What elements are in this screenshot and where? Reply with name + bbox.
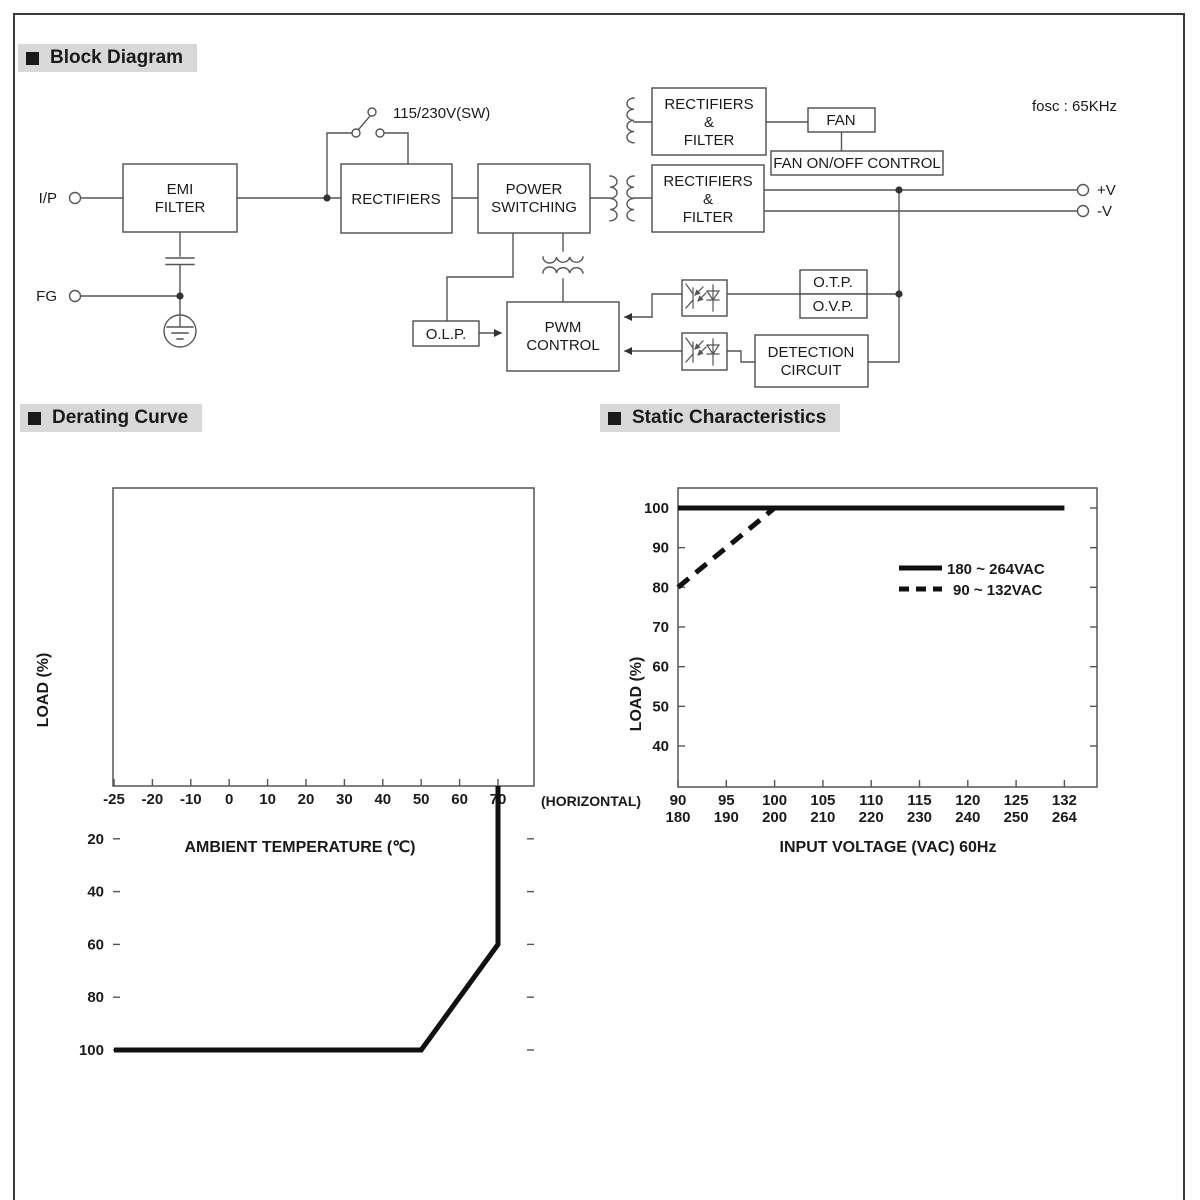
x-tick-label: 40 <box>374 791 392 808</box>
derating-plot-area <box>113 488 534 786</box>
x-tick-label: 60 <box>451 791 468 808</box>
vminus-label: -V <box>1097 203 1112 220</box>
legend-label-solid: 180 ~ 264VAC <box>947 561 1045 578</box>
olp-label: O.L.P. <box>425 326 467 343</box>
detection-circuit-label: CIRCUIT <box>780 362 842 379</box>
legend-label-dashed: 90 ~ 132VAC <box>953 582 1043 599</box>
x-tick-label: 90 <box>669 792 687 809</box>
y-tick-label: 60 <box>652 658 669 676</box>
vplus-label: +V <box>1097 182 1116 199</box>
rectifiers-label: RECTIFIERS <box>351 191 441 208</box>
fg-label: FG <box>36 288 57 305</box>
x-tick-label-row2: 230 <box>906 809 933 826</box>
x-tick-label: 120 <box>955 792 981 809</box>
series-line-solid <box>114 786 498 1050</box>
pwm-control-label: CONTROL <box>526 337 600 354</box>
y-tick-label: 90 <box>652 539 669 557</box>
y-tick-label: 100 <box>643 500 669 517</box>
detection-circuit-box <box>755 335 868 387</box>
fg-terminal <box>70 291 81 302</box>
derating-xlabel: AMBIENT TEMPERATURE (℃) <box>184 839 416 856</box>
input-terminal <box>70 193 81 204</box>
fan-label: FAN <box>826 112 856 129</box>
x-tick-label: 0 <box>225 791 234 808</box>
rectifiers-filter-top-label: RECTIFIERS <box>664 96 754 113</box>
y-tick-label: 20 <box>87 830 104 848</box>
aux-winding-icon <box>627 98 634 143</box>
x-tick-label: 10 <box>259 791 276 808</box>
x-tick-label: -20 <box>141 791 164 808</box>
emi-filter-box <box>123 164 237 232</box>
block-diagram <box>36 88 1117 387</box>
x-tick-label: 30 <box>336 791 353 808</box>
x-tick-label-row2: 200 <box>762 809 788 826</box>
static-xlabel: INPUT VOLTAGE (VAC) 60Hz <box>779 839 997 856</box>
feedback-transformer-icon <box>543 257 583 273</box>
vplus-terminal <box>1078 185 1089 196</box>
junction-dot <box>895 186 902 193</box>
rectifiers-filter-bottom-label: FILTER <box>682 209 734 226</box>
x-tick-label: 70 <box>489 791 507 808</box>
y-tick-label: 50 <box>652 698 669 716</box>
fan-on-off-control-label: FAN ON/OFF CONTROL <box>773 155 941 172</box>
detection-circuit-label: DETECTION <box>767 344 855 361</box>
section-title: Block Diagram <box>50 47 184 68</box>
rectifiers-filter-top-label: FILTER <box>683 132 735 149</box>
x-tick-label: -25 <box>103 791 125 808</box>
emi-filter-label: FILTER <box>154 199 206 216</box>
chart-legend <box>899 561 1045 599</box>
x-tick-label-row2: 210 <box>810 809 836 826</box>
junction-dot <box>323 194 330 201</box>
series-line-dashed <box>678 508 775 587</box>
x-tick-label-row2: 220 <box>858 809 884 826</box>
rectifiers-filter-top-label: & <box>703 114 715 131</box>
y-tick-label: 40 <box>652 738 669 756</box>
x-tick-label: 132 <box>1051 792 1077 809</box>
x-tick-label: 100 <box>762 792 788 809</box>
y-tick-label: 80 <box>652 579 669 597</box>
section-title: Derating Curve <box>52 407 189 428</box>
power-switching-label: POWER <box>505 181 563 198</box>
static-characteristics-chart <box>628 488 1097 856</box>
y-tick-label: 70 <box>652 619 669 637</box>
derating-chart <box>35 488 641 1059</box>
optocoupler-icon <box>682 333 727 370</box>
x-tick-label: -10 <box>179 791 202 808</box>
switch-label: 115/230V(SW) <box>393 105 491 122</box>
static-ylabel: LOAD (%) <box>628 656 645 732</box>
x-tick-label: 125 <box>1003 792 1029 809</box>
x-tick-label-row2: 250 <box>1003 809 1029 826</box>
otp-label: O.T.P. <box>813 274 853 291</box>
y-tick-label: 60 <box>87 936 104 954</box>
rectifiers-filter-bottom-label: & <box>702 191 714 208</box>
x-tick-label: 105 <box>810 792 836 809</box>
static-plot-area <box>678 488 1097 787</box>
x-tick-label: 50 <box>412 791 430 808</box>
ovp-label: O.V.P. <box>812 298 854 315</box>
x-tick-label: 95 <box>717 792 735 809</box>
voltage-selector-switch-icon <box>352 108 384 137</box>
input-label: I/P <box>38 190 57 207</box>
fosc-label: fosc : 65KHz <box>1032 98 1118 115</box>
junction-dot <box>895 290 902 297</box>
vminus-terminal <box>1078 206 1089 217</box>
pwm-control-label: PWM <box>544 319 582 336</box>
x-tick-label-row2: 180 <box>665 809 691 826</box>
rectifiers-filter-bottom-label: RECTIFIERS <box>663 173 753 190</box>
y-tick-label: 80 <box>87 989 104 1007</box>
y-tick-label: 100 <box>78 1042 104 1059</box>
junction-dot <box>176 292 183 299</box>
earth-ground-icon <box>164 315 196 347</box>
x-tick-label-row2: 240 <box>955 809 981 826</box>
x-tick-label-row2: 190 <box>713 809 739 826</box>
x-tick-label: 20 <box>297 791 315 808</box>
main-transformer-icon <box>610 176 634 221</box>
section-title: Static Characteristics <box>632 407 827 428</box>
y-tick-label: 40 <box>87 883 104 901</box>
x-tick-label: 115 <box>907 792 932 809</box>
x-tick-label: 110 <box>859 792 884 809</box>
emi-filter-label: EMI <box>166 181 194 198</box>
derating-ylabel: LOAD (%) <box>35 652 52 728</box>
optocoupler-icon <box>682 280 727 316</box>
x-tick-label-row2: 264 <box>1051 809 1077 826</box>
derating-horizontal-note: (HORIZONTAL) <box>541 793 642 809</box>
power-switching-label: SWITCHING <box>491 199 577 216</box>
